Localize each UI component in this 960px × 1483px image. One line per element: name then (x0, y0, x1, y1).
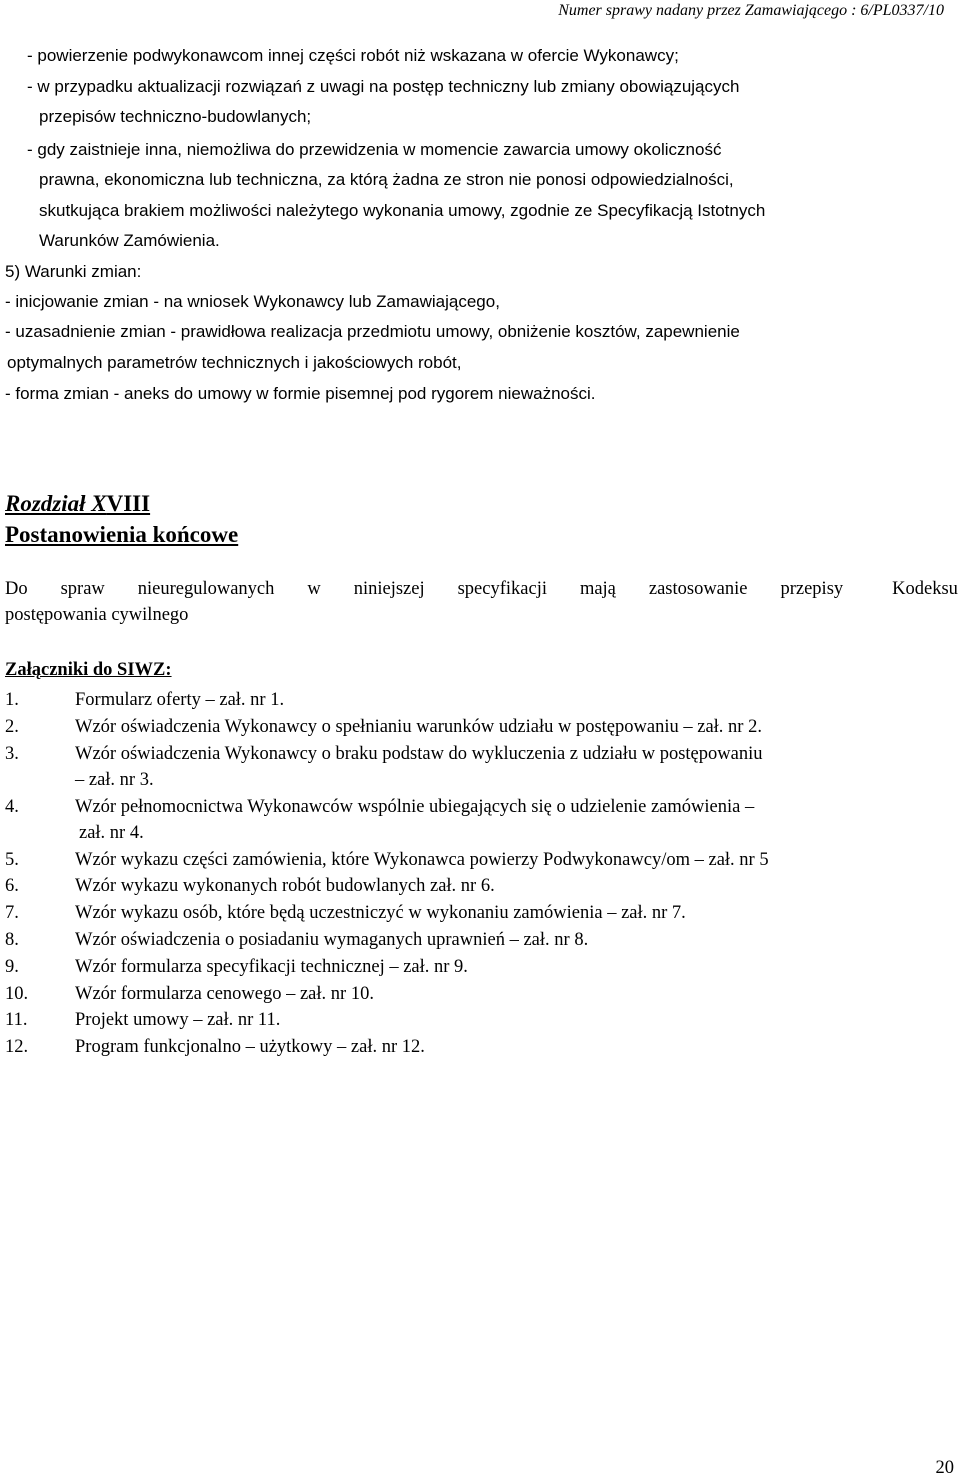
word: Do (5, 579, 28, 599)
text-line: skutkująca brakiem możliwości należytego wykonania umowy, zgodnie ze Specyfikacją Istotnych (39, 201, 766, 220)
chapter-title-rest: VIII (106, 491, 151, 516)
text-line: - powierzenie podwykonawcom innej części robót niż wskazana w ofercie Wykonawcy; (27, 46, 679, 65)
page-header: Numer sprawy nadany przez Zamawiającego : 6/PL0337/10 (558, 2, 944, 19)
item-text: Wzór wykazu wykonanych robót budowlanych zał. nr 6. (75, 876, 495, 897)
item-text: Program funkcjonalno – użytkowy – zał. nr 12. (75, 1037, 425, 1058)
list-item (5, 1008, 955, 1035)
item-number: 6. (5, 876, 19, 897)
text-line: optymalnych parametrów technicznych i jakościowych robót, (7, 353, 462, 372)
chapter-subtitle: Postanowienia końcowe (5, 522, 239, 547)
word: specyfikacji (457, 579, 547, 599)
word: przepisy (780, 579, 844, 599)
item-number: 12. (5, 1037, 29, 1058)
item-text: Wzór oświadczenia o posiadaniu wymaganych uprawnień – zał. nr 8. (75, 929, 589, 950)
item-text: Wzór wykazu osób, które będą uczestniczyć w wykonaniu zamówienia – zał. nr 7. (75, 903, 686, 924)
text-line: - uzasadnienie zmian - prawidłowa realizacja przedmiotu umowy, obniżenie kosztów, zapewnienie (5, 322, 740, 341)
item-text: Wzór oświadczenia Wykonawcy o braku podstaw do wykluczenia z udziału w postępowaniu (75, 743, 763, 764)
text-line: przepisów techniczno-budowlanych; (39, 107, 312, 126)
item-text: Projekt umowy – zał. nr 11. (75, 1010, 281, 1031)
list-item (5, 982, 955, 1009)
list-item (5, 955, 955, 982)
item-number: 5. (5, 849, 19, 870)
text-line: - forma zmian - aneks do umowy w formie pisemnej pod rygorem nieważności. (5, 384, 596, 403)
word: nieuregulowanych (137, 579, 275, 599)
item-text: Wzór oświadczenia Wykonawcy o spełnianiu warunków udziału w postępowaniu – zał. nr 2. (75, 716, 762, 737)
word: Kodeksu (892, 579, 958, 599)
item-text: Wzór formularza cenowego – zał. nr 10. (75, 983, 374, 1004)
item-number: 2. (5, 716, 19, 737)
item-number: 9. (5, 956, 19, 977)
item-number: 10. (5, 983, 29, 1004)
text-line: - inicjowanie zmian - na wniosek Wykonawcy lub Zamawiającego, (5, 292, 500, 311)
list-item (5, 742, 955, 795)
list-item (5, 688, 955, 715)
item-text-continued: – zał. nr 3. (75, 769, 154, 790)
list-item (5, 848, 955, 875)
item-text: Wzór wykazu części zamówienia, które Wykonawca powierzy Podwykonawcy/om – zał. nr 5 (75, 849, 769, 870)
item-number: 7. (5, 903, 19, 924)
word: w (307, 579, 321, 599)
text-line: Warunków Zamówienia. (39, 231, 220, 250)
list-item (5, 715, 955, 742)
chapter-title-italic: Rozdział X (5, 491, 107, 516)
word: niniejszej (353, 579, 425, 599)
word: spraw (60, 579, 105, 599)
list-item (5, 928, 955, 955)
text-line: - gdy zaistnieje inna, niemożliwa do przewidzenia w momencie zawarcia umowy okoliczność (27, 140, 722, 159)
item-text: Formularz oferty – zał. nr 1. (75, 690, 285, 710)
text-line: 5) Warunki zmian: (5, 262, 142, 281)
item-text: Wzór formularza specyfikacji technicznej – zał. nr 9. (75, 956, 468, 977)
word: mają (579, 579, 616, 599)
item-number: 1. (5, 690, 19, 710)
text-line: - w przypadku aktualizacji rozwiązań z uwagi na postęp techniczny lub zmiany obowiązujących (27, 77, 740, 96)
chapter-title (5, 491, 150, 517)
item-number: 4. (5, 796, 19, 817)
word: zastosowanie (648, 579, 748, 599)
item-number: 3. (5, 743, 19, 764)
text-line: prawna, ekonomiczna lub techniczna, za którą żadna ze stron nie ponosi odpowiedzialności, (39, 170, 734, 189)
item-number: 11. (5, 1010, 28, 1031)
list-item (5, 1035, 955, 1062)
item-number: 8. (5, 929, 19, 950)
final-provision-line (5, 577, 958, 601)
item-text-continued: zał. nr 4. (79, 822, 144, 843)
list-item (5, 795, 955, 848)
attachments-list (5, 688, 955, 1062)
list-item (5, 874, 955, 901)
final-provision-line2: postępowania cywilnego (5, 605, 189, 625)
page-number: 20 (935, 1458, 954, 1478)
list-item (5, 901, 955, 928)
item-text: Wzór pełnomocnictwa Wykonawców wspólnie ubiegających się o udzielenie zamówienia – (75, 796, 755, 817)
attachments-title: Załączniki do SIWZ: (5, 660, 172, 680)
